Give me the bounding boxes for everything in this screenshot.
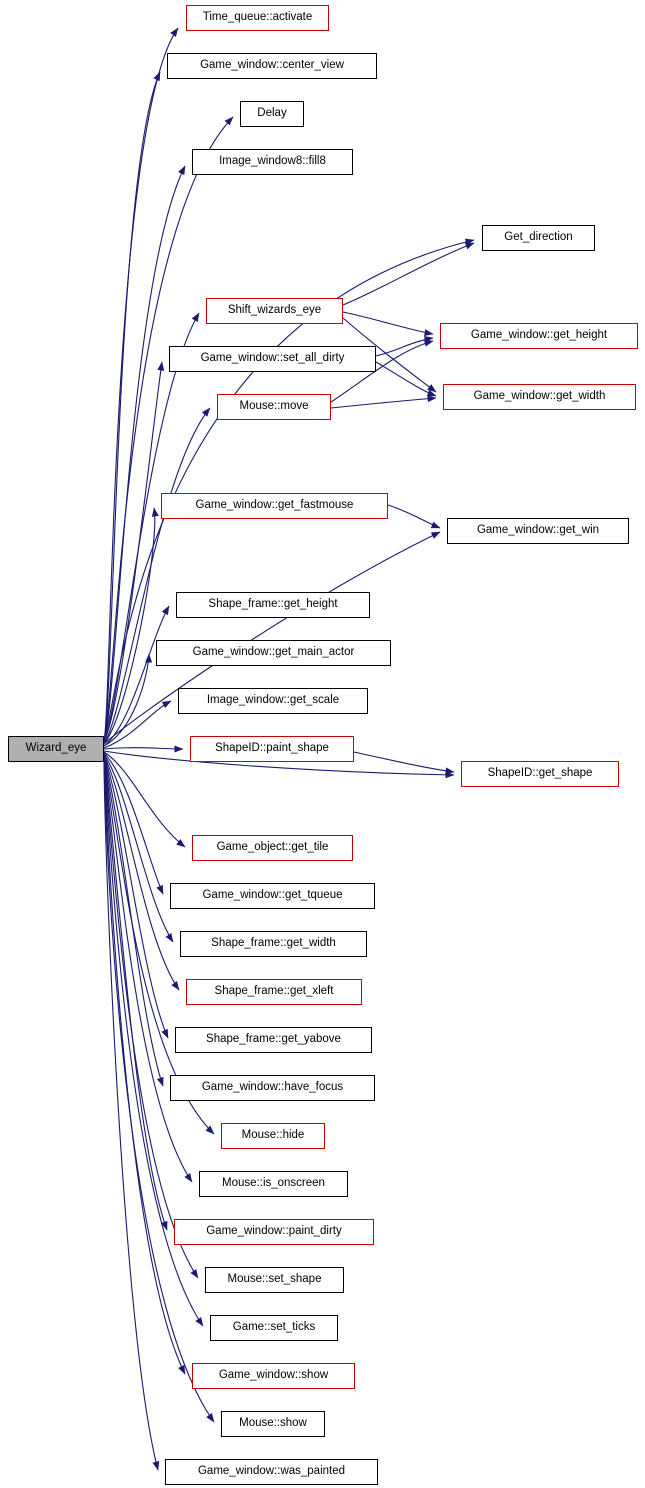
node-mouse-is-onscreen[interactable] bbox=[199, 1171, 348, 1197]
node-mouse-move[interactable] bbox=[217, 394, 331, 420]
node-label: Game_window::get_tqueue bbox=[202, 889, 343, 902]
node-shift-wizards-eye[interactable] bbox=[206, 298, 343, 324]
node-label: Mouse::move bbox=[239, 400, 309, 413]
node-label: ShapeID::paint_shape bbox=[215, 742, 329, 755]
node-delay[interactable] bbox=[240, 101, 304, 127]
node-label: Shape_frame::get_yabove bbox=[206, 1033, 341, 1046]
node-label: Mouse::hide bbox=[241, 1129, 305, 1142]
node-label: Game_window::set_all_dirty bbox=[200, 352, 345, 365]
node-mouse-hide[interactable] bbox=[221, 1123, 325, 1149]
node-label: Game_window::show bbox=[218, 1369, 329, 1382]
node-game-window-paint-dirty[interactable] bbox=[174, 1219, 374, 1245]
node-time-queue-activate[interactable] bbox=[186, 5, 329, 31]
node-shape-frame-get-width[interactable] bbox=[180, 931, 367, 957]
node-label: Image_window::get_scale bbox=[206, 694, 340, 707]
node-label: Mouse::set_shape bbox=[227, 1273, 322, 1286]
node-label: Shape_frame::get_width bbox=[211, 937, 336, 950]
node-game-window-set-all-dirty[interactable] bbox=[169, 346, 376, 372]
node-game-window-center-view[interactable] bbox=[167, 53, 377, 79]
node-label: Shift_wizards_eye bbox=[227, 304, 322, 317]
node-label: Game_window::get_height bbox=[470, 329, 608, 342]
node-label: Time_queue::activate bbox=[202, 11, 313, 24]
node-label: Delay bbox=[257, 107, 287, 120]
node-label: Game_window::get_fastmouse bbox=[195, 499, 354, 512]
node-mouse-show[interactable] bbox=[221, 1411, 325, 1437]
node-label: Game::set_ticks bbox=[232, 1321, 316, 1334]
node-shapeid-paint-shape[interactable] bbox=[190, 736, 354, 762]
node-game-set-ticks[interactable] bbox=[210, 1315, 338, 1341]
node-label: Game_object::get_tile bbox=[216, 841, 329, 854]
node-game-window-was-painted[interactable] bbox=[165, 1459, 378, 1485]
node-get-direction[interactable] bbox=[482, 225, 595, 251]
node-image-window-get-scale[interactable] bbox=[178, 688, 368, 714]
node-label: Get_direction bbox=[504, 231, 573, 244]
node-label: Game_window::get_width bbox=[473, 390, 606, 403]
node-label: Game_window::have_focus bbox=[201, 1081, 344, 1094]
node-game-window-get-main-actor[interactable] bbox=[156, 640, 391, 666]
node-label: Mouse::is_onscreen bbox=[222, 1177, 325, 1190]
node-label: Shape_frame::get_height bbox=[208, 598, 338, 611]
node-wizard-eye[interactable] bbox=[8, 736, 104, 762]
node-game-object-get-tile[interactable] bbox=[192, 835, 353, 861]
node-label: Wizard_eye bbox=[25, 742, 87, 755]
node-label: Shape_frame::get_xleft bbox=[214, 985, 334, 998]
node-game-window-get-fastmouse[interactable] bbox=[161, 493, 388, 519]
node-game-window-get-win[interactable] bbox=[447, 518, 629, 544]
node-game-window-get-width[interactable] bbox=[443, 384, 636, 410]
node-shape-frame-get-xleft[interactable] bbox=[186, 979, 362, 1005]
node-label: Mouse::show bbox=[239, 1417, 307, 1430]
node-label: Game_window::center_view bbox=[200, 59, 344, 72]
node-label: Game_window::get_main_actor bbox=[192, 646, 355, 659]
node-label: Image_window8::fill8 bbox=[219, 155, 326, 168]
node-label: Game_window::get_win bbox=[476, 524, 600, 537]
node-shapeid-get-shape[interactable] bbox=[461, 761, 619, 787]
node-game-window-get-height[interactable] bbox=[440, 323, 638, 349]
node-image-window8-fill8[interactable] bbox=[192, 149, 353, 175]
node-label: Game_window::was_painted bbox=[197, 1465, 346, 1478]
node-label: ShapeID::get_shape bbox=[487, 767, 593, 780]
node-label: Game_window::paint_dirty bbox=[206, 1225, 342, 1238]
node-game-window-have-focus[interactable] bbox=[170, 1075, 375, 1101]
node-game-window-get-tqueue[interactable] bbox=[170, 883, 375, 909]
node-mouse-set-shape[interactable] bbox=[205, 1267, 344, 1293]
node-shape-frame-get-yabove[interactable] bbox=[175, 1027, 372, 1053]
node-shape-frame-get-height[interactable] bbox=[176, 592, 370, 618]
node-game-window-show[interactable] bbox=[192, 1363, 355, 1389]
